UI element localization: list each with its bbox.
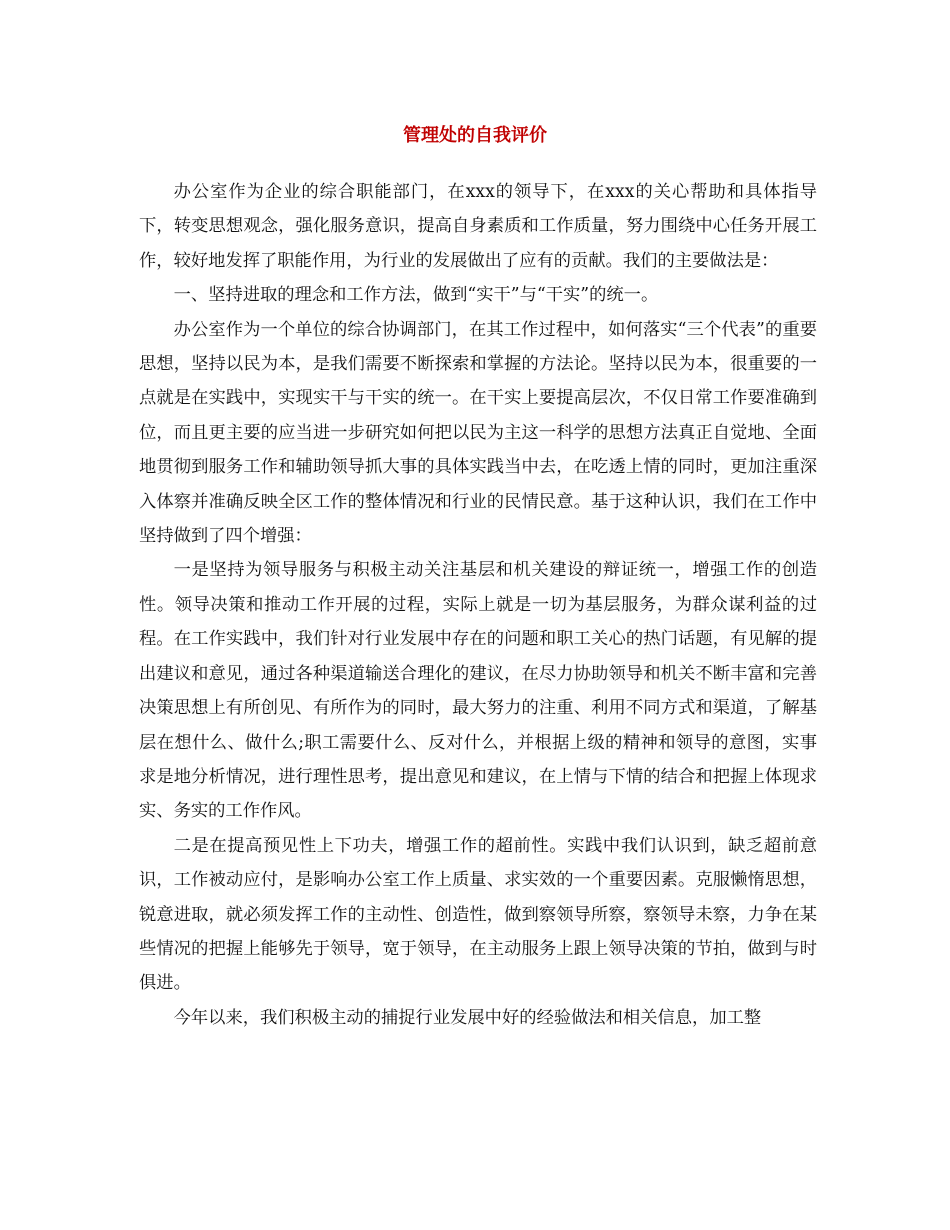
paragraph: 二是在提高预见性上下功夫，增强工作的超前性。实践中我们认识到，缺乏超前意识，工作被动应付，是影响办公室工作上质量、求实效的一个重要因素。克服懒惰思想，锐意进取，就必须发挥工作的主动性、创造性，做到察领导所察，察领导未察，力争在某些情况的把握上能够先于领导，宽于领导，在主动服务上跟上领导决策的节拍，做到与时俱进。 — [139, 835, 817, 994]
paragraph: 办公室作为一个单位的综合协调部门，在其工作过程中，如何落实“三个代表”的重要思想，坚持以民为本，是我们需要不断探索和掌握的方法论。坚持以民为本，很重要的一点就是在实践中，实现实干与干实的统一。在干实上要提高层次，不仅日常工作要准确到位，而且更主要的应当进一步研究如何把以民为主这一科学的思想方法真正自觉地、全面地贯彻到服务工作和辅助领导抓大事的具体实践当中去，在吃透上情的同时，更加注重深入体察并准确反映全区工作的整体情况和行业的民情民意。基于这种认识，我们在工作中坚持做到了四个增强： — [139, 319, 817, 547]
document-body — [139, 175, 817, 1035]
paragraph: 今年以来，我们积极主动的捕捉行业发展中好的经验做法和相关信息，加工整 — [173, 1007, 762, 1028]
paragraph: 办公室作为企业的综合职能部门，在xxx的领导下，在xxx的关心帮助和具体指导下，转变思想观念，强化服务意识，提高自身素质和工作质量，努力围绕中心任务开展工作，较好地发挥了职能作用，为行业的发展做出了应有的贡献。我们的主要做法是： — [139, 182, 817, 271]
paragraph: 一、坚持进取的理念和工作方法，做到“实干”与“干实”的统一。 — [173, 285, 659, 306]
document-title: 管理处的自我评价 — [403, 125, 547, 146]
paragraph: 一是坚持为领导服务与积极主动关注基层和机关建设的辩证统一，增强工作的创造性。领导决策和推动工作开展的过程，实际上就是一切为基层服务，为群众谋利益的过程。在工作实践中，我们针对行业发展中存在的问题和职工关心的热门话题，有见解的提出建议和意见，通过各种渠道输送合理化的建议，在尽力协助领导和机关不断丰富和完善决策思想上有所创见、有所作为的同时，最大努力的注重、利用不同方式和渠道，了解基层在想什么、做什么;职工需要什么、反对什么，并根据上级的精神和领导的意图，实事求是地分析情况，进行理性思考，提出意见和建议，在上情与下情的结合和把握上体现求实、务实的工作作风。 — [139, 560, 817, 822]
